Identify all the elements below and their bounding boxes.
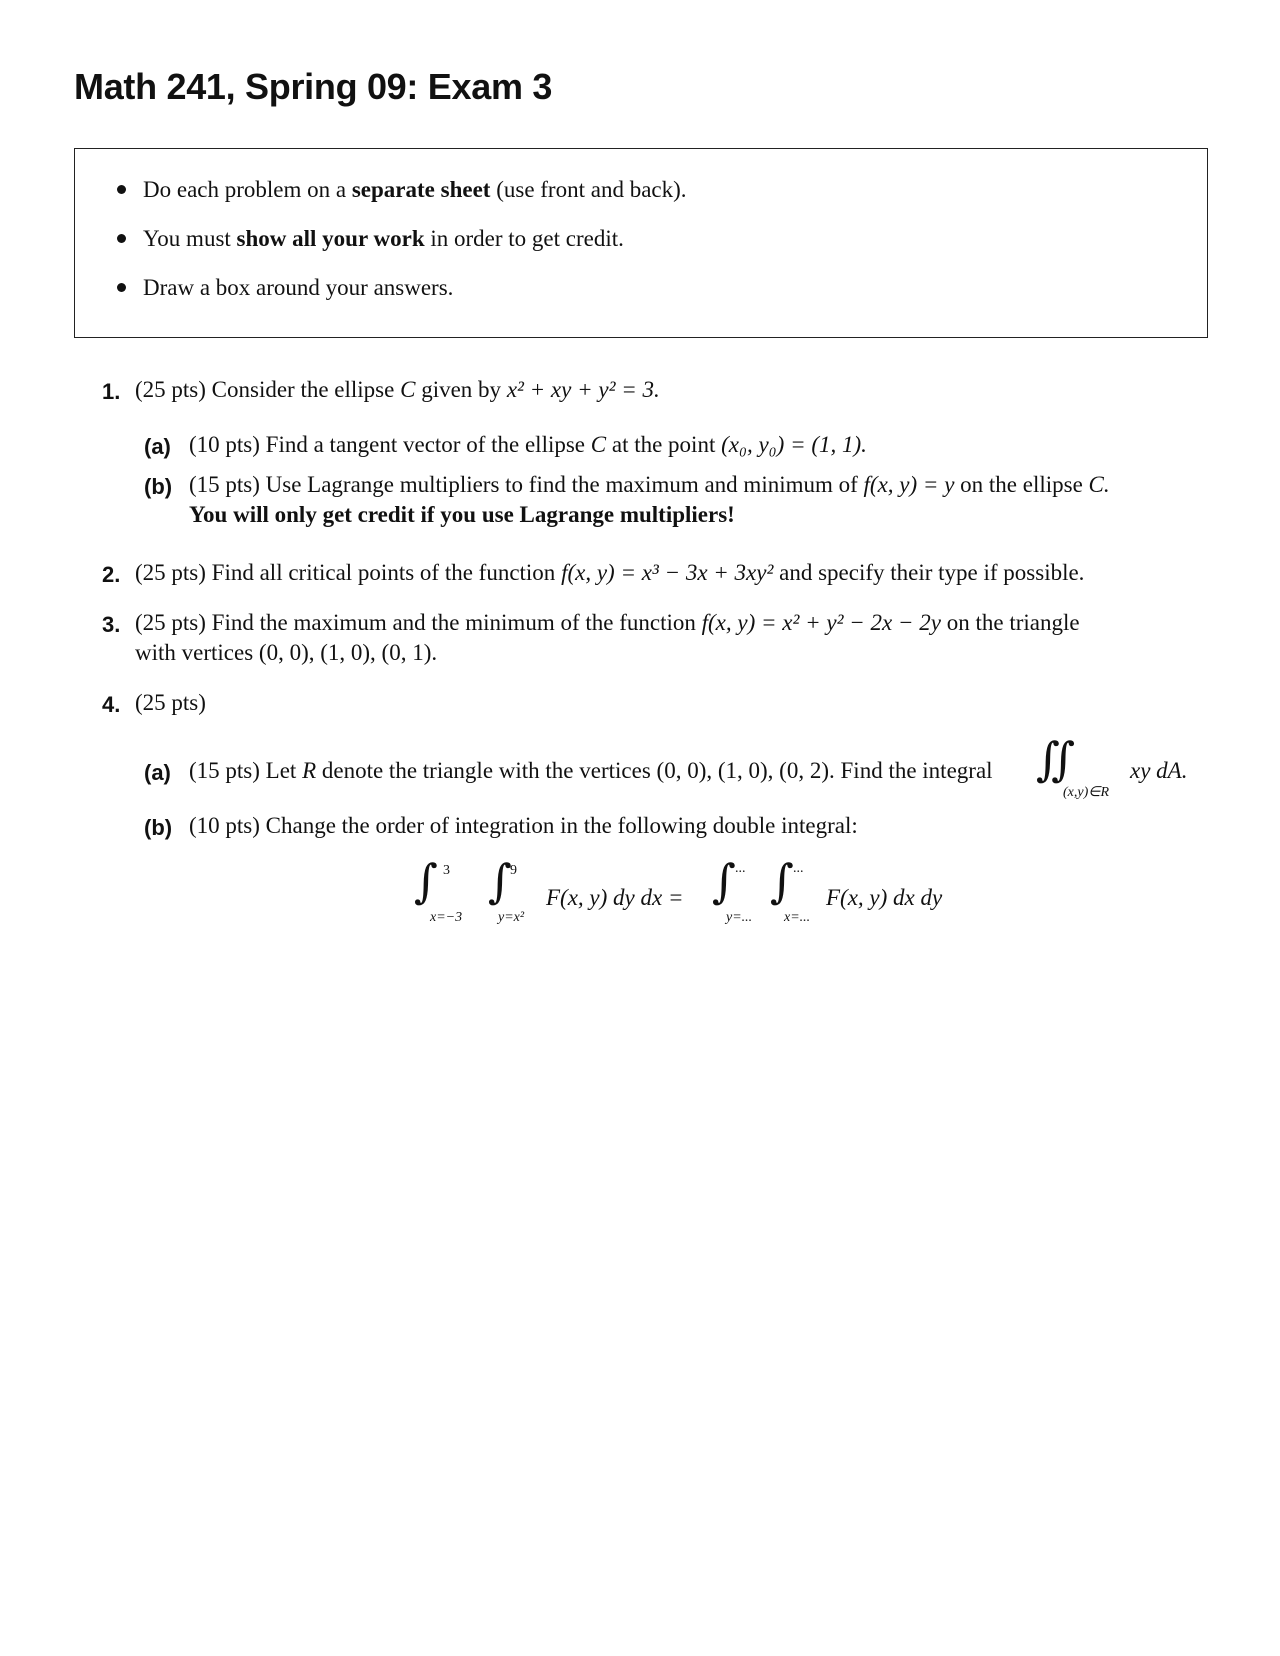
integral-icon: ∫ <box>770 854 794 908</box>
problem-2-text: (25 pts) Find all critical points of the function f(x, y) = x³ − 3x + 3xy² and specify their type if possible. <box>135 560 1085 585</box>
integral-icon: ∫ <box>414 854 438 908</box>
bullet-icon <box>117 185 126 194</box>
instructions-box <box>74 148 1208 338</box>
integral-region: (x,y)∈R <box>1063 785 1109 800</box>
integrand: xy dA. <box>1130 758 1188 783</box>
instruction-item: Draw a box around your answers. <box>119 275 453 301</box>
integral-icon: ∫ <box>488 854 512 908</box>
integral-icon: ∫ <box>712 854 736 908</box>
problem-3-line2: with vertices (0, 0), (1, 0), (0, 1). <box>135 640 438 665</box>
problem-3-text: (25 pts) Find the maximum and the minimum of the function f(x, y) = x² + y² − 2x − 2y on the triangle <box>135 610 1080 635</box>
lagrange-note: You will only get credit if you use Lagrange multipliers! <box>189 502 735 527</box>
problem-1-text: (25 pts) Consider the ellipse C given by x² + xy + y² = 3. <box>135 377 660 402</box>
exam-title: Math 241, Spring 09: Exam 3 <box>74 66 553 107</box>
problem-1a-text: (10 pts) Find a tangent vector of the ellipse C at the point (x₀, y₀) = (1, 1). <box>189 432 867 457</box>
bullet-icon <box>117 234 126 243</box>
problem-1b-text: (15 pts) Use Lagrange multipliers to find the maximum and minimum of f(x, y) = y on the ellipse C. <box>189 472 1110 497</box>
instruction-item: Do each problem on a separate sheet (use front and back). <box>119 177 687 203</box>
exam-page: Math 241, Spring 09: Exam 3 Do each problem on a separate sheet (use front and back). You must show all your work in order to get credit. Draw a box around your answers. 1. (25 pts) Consider the ellipse C given by x² + xy + y² = 3. (a) (10 pts) Find a tangent vector of the ellipse C at the point (x₀, y₀) = (1, 1). (b) (15 pts) Use Lagrange multipliers to find the maximum and minimum of f(x, y) = y on the ellipse C. You will only get credit if you use Lagrange multipliers! 2. (25 pts) Find all critical points of the function f(x, y) = x³ − 3x + 3xy² and specify their type if possible. 3. (25 pts) Find the maximum and the minimum of the function f(x, y) = x² + y² − 2x − 2y on the triangle with vertices (0, 0), (1, 0), (0, 1). 4. (25 pts) (a) (15 pts) Let R denote the triangle with the vertices (0, 0), (1, 0), (0, 2). Find the integral ∬ (x,y)∈R xy dA. (b) (10 pts) Change the order of integration in the following double integral: ∫ 3 x=−3 ∫ 9 y=x² F(x, y) dy dx = ∫ ... y=... ∫ ... x=... F(x, y) dx dy <box>0 0 1280 1656</box>
problem-4b-text: (10 pts) Change the order of integration in the following double integral: <box>189 813 858 838</box>
instruction-item: You must show all your work in order to get credit. <box>119 226 624 252</box>
double-integral-icon: ∬ <box>1036 732 1076 786</box>
problem-4-text: (25 pts) <box>135 690 206 715</box>
bullet-icon <box>117 283 126 292</box>
problem-4a-text: (15 pts) Let R denote the triangle with the vertices (0, 0), (1, 0), (0, 2). Find the integral <box>189 758 993 783</box>
